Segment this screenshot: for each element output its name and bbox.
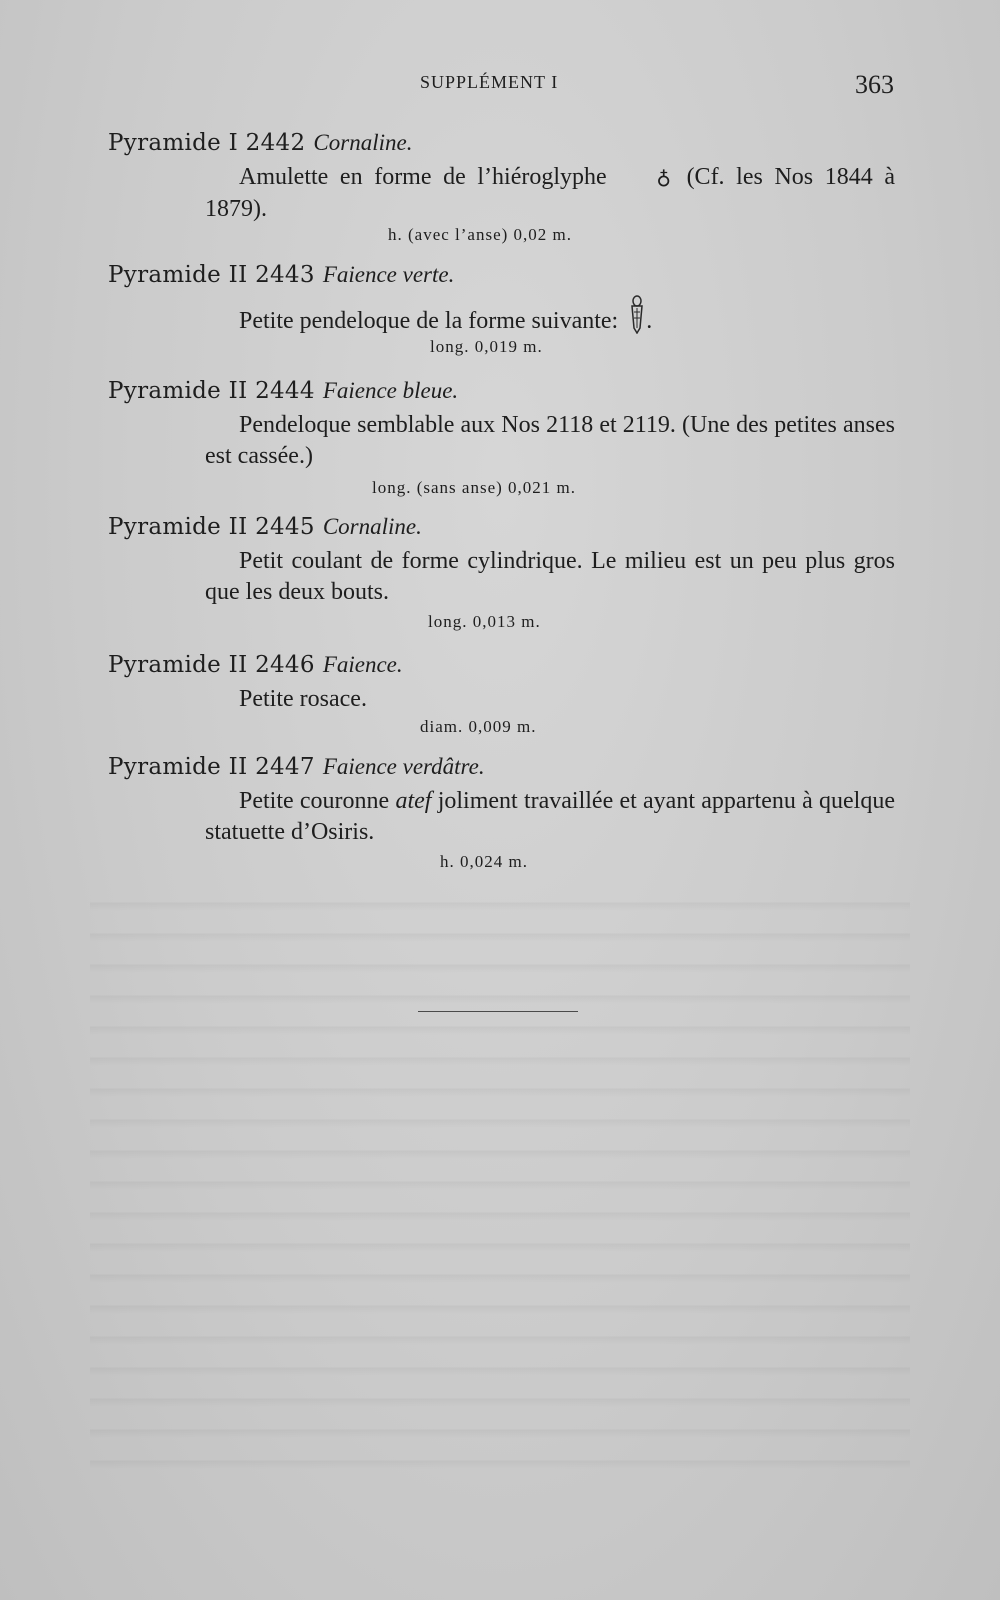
entry-heading — [108, 378, 458, 404]
entry-label: Pyramide I 2442 — [108, 130, 306, 156]
description-text: Petite couronne — [239, 788, 390, 814]
entry-heading — [108, 130, 412, 156]
entry-description — [205, 786, 895, 848]
entry-label: Pyramide II 2445 — [108, 514, 315, 540]
entry-measurement: diam. 0,009 m. — [420, 717, 537, 736]
entry-material: Cornaline. — [313, 130, 413, 155]
entry-label: Pyramide II 2447 — [108, 754, 315, 780]
entry-description: Petit coulant de forme cylindrique. Le milieu est un peu plus gros que les deux bouts. — [205, 548, 895, 605]
entry-description: Pendeloque semblable aux Nos 2118 et 2119. (Une des petites anses est cassée.) — [205, 412, 895, 469]
description-italic-term: atef — [395, 788, 432, 814]
entry-measurement: h. (avec l’anse) 0,02 m. — [388, 225, 573, 244]
page-number: 363 — [855, 70, 894, 99]
entry-heading — [108, 262, 454, 288]
entry-measurement: h. 0,024 m. — [440, 852, 528, 871]
description-text: Petite pendeloque de la forme suivante: — [239, 308, 619, 334]
entry-label: Pyramide II 2444 — [108, 378, 315, 404]
entry-label: Pyramide II 2446 — [108, 652, 315, 678]
entry-measurement: long. 0,019 m. — [430, 337, 543, 356]
entry-material: Faience bleue. — [322, 378, 459, 403]
entry-description — [205, 294, 895, 337]
entry-measurement: long. 0,013 m. — [428, 612, 541, 631]
entry-material: Faience verdâtre. — [322, 754, 485, 779]
description-text: Amulette en forme de l’hiéroglyphe — [239, 164, 607, 190]
description-text: (Cf. les Nos 1844 à 1879). — [205, 164, 896, 222]
description-text: . — [646, 308, 653, 334]
entry-description — [205, 162, 895, 225]
entry-label: Pyramide II 2443 — [108, 262, 315, 288]
running-head: SUPPLÉMENT I — [420, 72, 559, 92]
entry-heading — [108, 652, 403, 678]
pendant-icon — [628, 294, 646, 334]
entry-material: Faience verte. — [322, 262, 455, 287]
description-text: joliment travaillée et ayant appartenu à quelque statuette d’Osiris. — [205, 788, 895, 845]
entry-measurement: long. (sans anse) 0,021 m. — [372, 478, 577, 497]
entry-heading — [108, 514, 422, 540]
show-through-text — [90, 880, 910, 1480]
entry-heading — [108, 754, 485, 780]
section-divider — [418, 1011, 578, 1012]
entry-material: Faience. — [322, 652, 403, 677]
hieroglyph-icon: ♁ — [656, 167, 671, 189]
entry-description: Petite rosace. — [239, 686, 367, 712]
entry-material: Cornaline. — [322, 514, 422, 539]
